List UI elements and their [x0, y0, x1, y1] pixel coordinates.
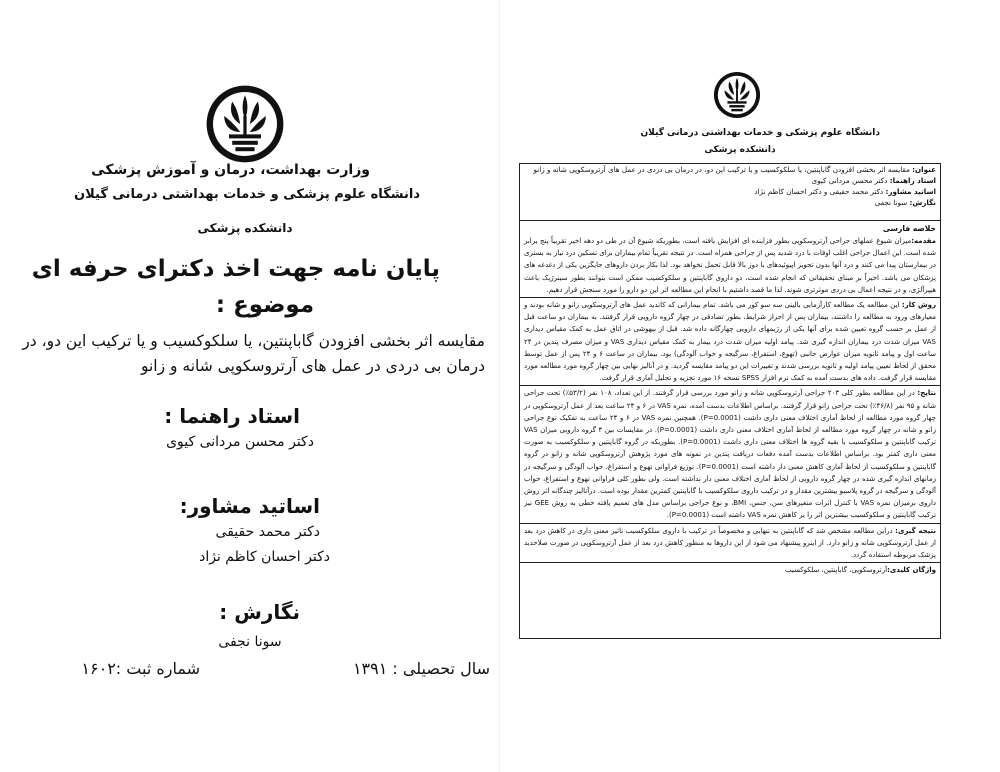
academic-year: سال تحصیلی : ۱۳۹۱: [352, 659, 490, 678]
advisor-name: دکتر احسان کاظم نژاد: [199, 549, 330, 565]
abstract-keywords: واژگان کلیدی:آرتروسکوپی، گاباپنتین، سلکوکسیب: [785, 566, 936, 575]
abstract-box: [519, 163, 941, 639]
ministry-name: وزارت بهداشت، درمان و آموزش پزشکی: [91, 162, 370, 178]
supervisor-name: دکتر محسن مردانی کیوی: [166, 434, 314, 450]
abstract-body: [520, 221, 940, 638]
abstract-heading: خلاصه فارسی: [882, 224, 936, 233]
university-emblem-icon: [205, 84, 285, 164]
meta-supervisor: استاد راهنما: دکتر محسن مردانی کیوی: [811, 176, 936, 185]
university-emblem-icon: [713, 71, 761, 119]
university-name: دانشگاه علوم پزشکی و خدمات بهداشتی درمانی گیلان: [640, 128, 880, 138]
abstract-conclusion: نتیجه گیری: دراین مطالعه مشخص شد که گاباپنتین به تنهایی و مخصوصاً در ترکیب با داروی سلکوکسیب تاثیر معنی داری در کاهش درد بعد از عمل آرتروسکوپی شانه و زانو دارد. از اینرو پیشنهاد می شود از این داروها به منظور کاهش درد بعد از عمل آرتروسکوپی در صورت صلاحدید پزشک مربوطه استفاده گردد.: [520, 524, 940, 564]
advisors-label: اساتید مشاور:: [179, 494, 320, 518]
abstract-introduction: مقدمه:میزان شیوع عملهای جراحی آرتروسکوپی بطور فزاینده ای افزایش یافته است، بطوریکه شیوع آن در طی دو دهه اخیر تقریباً پنج برابر شده است. این اعمال جراحی اغلب اوقات با درد شدید پس از جراحی همراه است. در نتیجه تقریباً تمام بیماران برای تسکین درد نیاز به بستری در بیمارستان پیدا می کنند و درد آنها بدون تجویز اپیوئیدهای با دوز بالا قابل تحمل نخواهد بود. لذا بکار بردن داروهای جایگزین یکی از دغدغه های پزشکان می باشد. اخیراً بر مبنای تحقیقاتی که انجام شده است، دو داروی گاباپنتین و سلکوکسیب ممکن است بتوانند بطور سینرژیک باعث هیپرآلژی، و در نتیجه اعمال بی دردی موثرتری شوند. لذا ما قصد داشتیم با انجام این مطالعه اثر این دو دارو را مورد سنجش قرار دهیم.: [520, 234, 940, 298]
abstract-method: روش کار: این مطالعه یک مطالعه کارآزمایی بالینی سه سو کور می باشد. تمام بیمارانی که کاندید عمل های آرتروسکوپی زانو و شانه بودند و معیارهای ورود به مطالعه را داشتند، بیماران پس از احراز شرایط، بطور تصادفی در چهار گروه دارویی قرار گرفتند. به بیماران دو ساعت قبل از عمل بر حسب گروه تعیین شده برای آنها یکی از رژیمهای دارویی چهارگانه داده شد. قبل از بیهوشی در اتاق عمل به کمک مقیاس دیداری VAS میزان شدت درد بیماران اندازه گیری شد. پیامد اولیه میزان شدت درد بیمار به کمک مقیاس دیداری VAS و میزان مصرف پتدین در ۲۴ ساعت اول و پیامد ثانویه میزان عوارض جانبی (تهوع، استفراغ، سرگیجه و خواب آلودگی) بود. بیماران در ساعت ۶ و ۲۴ پس از عمل توسط محقق از لحاظ تعیین پیامد اولیه و ثانویه بررسی شدند و تغییرات این دو پیامد مقایسه گردید. و در آنالیز نهایی بین چهار گروه مورد مطالعه مورد مقایسه قرار گرفت. داده های بدست آمده به کمک نرم افزار SPSS نسخه ۱۶ مورد تجزیه و تحلیل آماری قرار گرفت.: [520, 298, 940, 386]
abstract-meta: [520, 164, 940, 221]
meta-writer: نگارش: سونا نجفی: [874, 198, 936, 207]
advisor-name: دکتر محمد حقیقی: [215, 524, 320, 540]
writer-label: نگارش :: [219, 600, 300, 624]
faculty-name: دانشکده پزشکی: [704, 145, 776, 155]
subject-text: مقایسه اثر بخشی افزودن گاباپنتین، یا سلکوکسیب و یا ترکیب این دو، در درمان بی دردی در عمل های آرتروسکوپی شانه و زانو: [22, 332, 485, 375]
meta-advisors: اساتید مشاور: دکتر محمد حقیقی و دکتر احسان کاظم نژاد: [754, 187, 936, 196]
abstract-results: نتایج: در این مطالعه بطور کلی ۲۰۳ جراحی آرتروسکوپی شانه و زانو مورد بررسی قرار گرفتند. از این تعداد، ۱۰۸ نفر (۵۳/۲٪) تحت جراحی شانه و ۹۵ نفر (۴۶/۸٪) تحت جراحی زانو قرار گرفتند. براساس اطلاعات بدست آمده، نمره VAS در ۶ و ۲۴ ساعت بعد از عمل آرتروسکوپی در چهار گروه مورد مطالعه از لحاظ آماری اختلاف معنی داری داشت (P=0.0001). همچنین نمره VAS در ۶ و ۲۴ ساعت به تفکیک نوع جراحی زانو و شانه در چهار گروه مورد مطالعه از لحاظ آماری اختلاف معنی داری داشت (P=0.0001). در مقایسات بین ۴ گروه دارویی میزان VAS ترکیب گاباپنتین و سلکوکسیب با بقیه گروه ها اختلاف معنی داری داشت (P=0.0001). بطوریکه در گروه گاباپنتین و سلکوکسیب به صورت معنی داری کمتر بود. براساس اطلاعات بدست آمده دفعات دریافت پتدین در نمونه های مورد پژوهش آرتروسکوپی شانه و زانو در گروه گاباپنتین و سلکوکسیب از لحاظ آماری کاهش معنی دار داشته است (P=0.0001). توزیع فراوانی تهوع و استفراغ، خواب آلودگی و سرگیجه در زمانهای اندازه گیری شده در چهار گروه دارویی از لحاظ آماری اختلاف معنی دار نداشته است. ولی بطور کلی فراوانی تهوع و استفراغ، خواب آلودگی و سرگیجه در گروه پلاسبو بیشترین مقدار و در ترکیب داروی سلکوکسیب با گاباپنتین کمترین مقدار بوده است. درآنالیز چندگانه اثر روش داروی برمیزان نمره VAS با کنترل اثرات متغیرهای سن، جنس، BMI، و نوع جراحی براساس مدل های تعمیم یافته خطی به روش GEE نیز ترکیب گاباپنتین و سلکوکسیب بیشترین اثر را بر کاهش نمره VAS داشته است (P=0.0001).: [520, 386, 940, 523]
subject-label: موضوع :: [215, 292, 315, 318]
supervisor-label: استاد راهنما :: [164, 404, 300, 428]
registration-number: شماره ثبت :۱۶۰۲: [81, 659, 200, 678]
meta-title: عنوان: مقایسه اثر بخشی افزودن گاباپنتین، یا سلکوکسیب و یا ترکیب این دو، در درمان بی دردی در عمل های آرتروسکوپی شانه و زانو: [533, 165, 936, 174]
faculty-name: دانشکده پزشکی: [197, 221, 293, 235]
university-name: دانشگاه علوم پزشکی و خدمات بهداشتی درمانی گیلان: [74, 187, 420, 202]
thesis-title: پایان نامه جهت اخذ دکترای حرفه ای: [31, 256, 440, 282]
writer-name: سونا نجفی: [218, 634, 282, 650]
